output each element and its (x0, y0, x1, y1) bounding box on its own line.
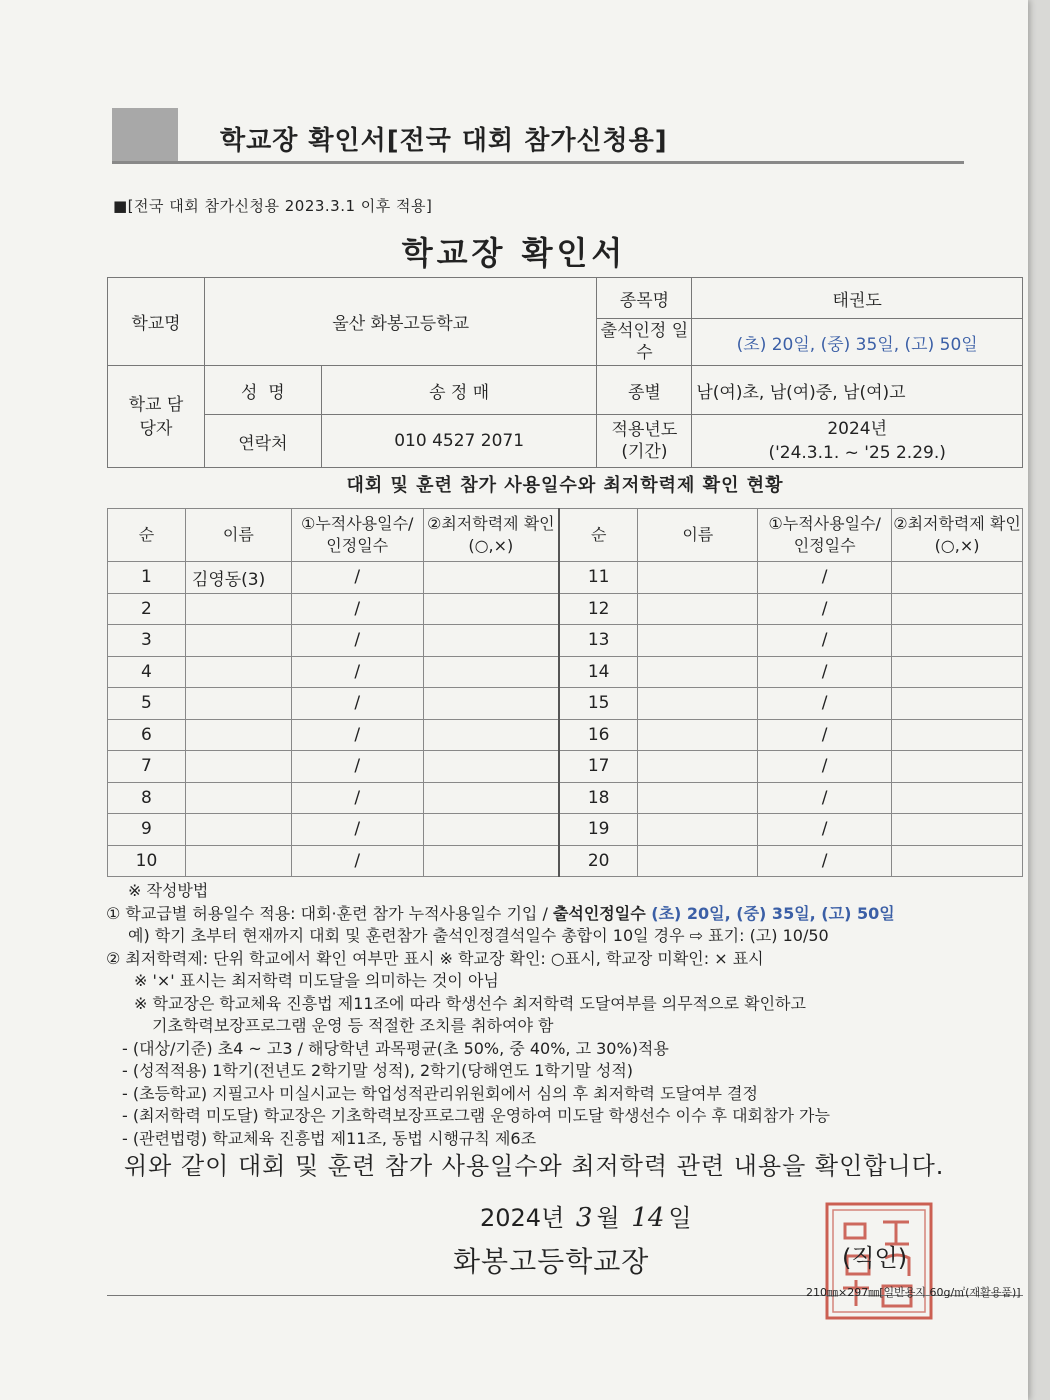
min-academic-check (423, 656, 559, 688)
col-header-no: 순 (108, 509, 186, 562)
sport-label: 종목명 (597, 278, 692, 319)
student-name (185, 814, 291, 846)
min-academic-check (423, 688, 559, 720)
table-row (108, 845, 1023, 877)
min-academic-check (423, 593, 559, 625)
days-used: / (291, 845, 423, 877)
days-used: / (758, 845, 892, 877)
min-academic-check (423, 751, 559, 783)
col-header-name: 이름 (638, 509, 758, 562)
min-academic-check (892, 719, 1023, 751)
method-line: 예) 학기 초부터 현재까지 대회 및 훈련참가 출석인정결석일수 총합이 10일 경우 ⇨ 표기: (고) 10/50 (128, 926, 829, 945)
days-used: / (758, 814, 892, 846)
days-used: / (291, 625, 423, 657)
method-line: ※ 학교장은 학교체육 진흥법 제11조에 따라 학생선수 최저학력 도달여부를 의무적으로 확인하고 (134, 993, 806, 1013)
row-number: 12 (559, 593, 638, 625)
min-academic-check (892, 782, 1023, 814)
days-used: / (758, 719, 892, 751)
col-header-days: ①누적사용일수/ 인정일수 (291, 509, 423, 562)
gender-value: 남(여)초, 남(여)중, 남(여)고 (692, 366, 1023, 415)
days-used: / (291, 593, 423, 625)
row-number: 18 (559, 782, 638, 814)
min-academic-check (892, 656, 1023, 688)
min-academic-check (892, 814, 1023, 846)
days-used: / (758, 562, 892, 594)
student-name (638, 625, 758, 657)
days-used: / (758, 625, 892, 657)
student-name (638, 656, 758, 688)
contact-value: 010 4527 2071 (321, 415, 597, 468)
days-used: / (758, 593, 892, 625)
gender-label: 종별 (597, 366, 692, 415)
application-notice: ■[전국 대회 참가신청용 2023.3.1 이후 적용] (113, 197, 433, 215)
student-name (638, 688, 758, 720)
period-value: ('24.3.1. ~ '25 2.29.) (768, 443, 946, 463)
table-row (108, 814, 1023, 846)
method-line: ② 최저학력제: 단위 학교에서 확인 여부만 표시 ※ 학교장 확인: ○표시, 학교장 미확인: × 표시 (106, 948, 764, 968)
year-label: 적용년도 (기간) (597, 415, 692, 468)
student-name (185, 688, 291, 720)
days-used: / (758, 688, 892, 720)
date-year: 2024년 (480, 1204, 565, 1232)
participation-table (107, 508, 1023, 877)
student-name (185, 656, 291, 688)
table-row (108, 562, 1023, 594)
attendance-value: (초) 20일, (중) 35일, (고) 50일 (692, 319, 1023, 366)
min-academic-check (423, 814, 559, 846)
method-line: ※ '×' 표시는 최저학력 미도달을 의미하는 것이 아님 (134, 971, 499, 990)
days-used: / (291, 814, 423, 846)
days-used: / (291, 562, 423, 594)
method-line: - (초등학교) 지필고사 미실시교는 학업성적관리위원회에서 심의 후 최저학력 도달여부 결정 (122, 1083, 758, 1103)
col-header-days: ①누적사용일수/ 인정일수 (758, 509, 892, 562)
min-academic-check (423, 719, 559, 751)
student-name (638, 562, 758, 594)
min-academic-check (423, 845, 559, 877)
student-name (185, 751, 291, 783)
page-title: 학교장 확인서 (401, 234, 627, 272)
days-used: / (758, 751, 892, 783)
days-used: / (758, 656, 892, 688)
col-header-check: ②최저학력제 확인(○,×) (423, 509, 559, 562)
section-title: 대회 및 훈련 참가 사용일수와 최저학력제 확인 현황 (107, 468, 1023, 509)
contact-label: 연락처 (204, 415, 321, 468)
row-number: 19 (559, 814, 638, 846)
row-number: 11 (559, 562, 638, 594)
min-academic-check (423, 782, 559, 814)
min-academic-check (892, 845, 1023, 877)
days-used: / (291, 719, 423, 751)
date-day-handwritten: 14 (631, 1203, 665, 1233)
table-row (108, 625, 1023, 657)
student-name (638, 814, 758, 846)
manager-label: 학교 담당자 (108, 366, 205, 468)
table-row (108, 688, 1023, 720)
days-used: / (758, 782, 892, 814)
header-grey-block (112, 108, 178, 164)
method-line: ① 학교급별 허용일수 적용: 대회·훈련 참가 누적사용일수 기입 / 출석인정일수 (초) 20일, (중) 35일, (고) 50일 (106, 903, 895, 923)
days-used: / (291, 751, 423, 783)
header-band-title: 학교장 확인서[전국 대회 참가신청용] (220, 126, 668, 156)
confirmation-statement: 위와 같이 대회 및 훈련 참가 사용일수와 최저학력 관련 내용을 확인합니다. (124, 1152, 945, 1180)
name-label: 성 명 (204, 366, 321, 415)
principal-title: 화봉고등학교장 (453, 1245, 650, 1278)
days-used: / (291, 782, 423, 814)
col-header-check: ②최저학력제 확인(○,×) (892, 509, 1023, 562)
row-number: 14 (559, 656, 638, 688)
school-value: 울산 화봉고등학교 (204, 278, 597, 366)
row-number: 1 (108, 562, 186, 594)
student-name (185, 593, 291, 625)
row-number: 8 (108, 782, 186, 814)
student-name (638, 751, 758, 783)
col-header-name: 이름 (185, 509, 291, 562)
student-name: 김영동(3) (185, 562, 291, 594)
method-heading: ※ 작성방법 (128, 881, 209, 900)
table-row (108, 719, 1023, 751)
student-name (185, 845, 291, 877)
sport-value: 태권도 (692, 278, 1023, 319)
student-name (185, 625, 291, 657)
school-label: 학교명 (108, 278, 205, 366)
date-month-handwritten: 3 (575, 1203, 593, 1233)
table-row (108, 593, 1023, 625)
year-value: 2024년 (827, 419, 888, 439)
min-academic-check (423, 562, 559, 594)
min-academic-check (892, 688, 1023, 720)
row-number: 9 (108, 814, 186, 846)
student-name (638, 845, 758, 877)
date-day-label: 일 (668, 1204, 692, 1232)
student-name (185, 719, 291, 751)
method-line: - (성적적용) 1학기(전년도 2학기말 성적), 2학기(당해연도 1학기말 성적) (122, 1061, 634, 1080)
participation-rows (108, 562, 1023, 877)
student-name (638, 719, 758, 751)
school-info-table (107, 277, 1023, 468)
row-number: 15 (559, 688, 638, 720)
days-used: / (291, 656, 423, 688)
writing-method (106, 880, 1006, 1150)
signature-date (480, 1198, 692, 1233)
row-number: 6 (108, 719, 186, 751)
method-line: - (최저학력 미도달) 학교장은 기초학력보장프로그램 운영하여 미도달 학생선수 이수 후 대회참가 가능 (122, 1106, 830, 1125)
method-line: 기초학력보장프로그램 운영 등 적절한 조치를 취하여야 함 (152, 1016, 554, 1035)
row-number: 20 (559, 845, 638, 877)
student-name (185, 782, 291, 814)
date-month-label: 월 (596, 1204, 620, 1232)
table-row (108, 751, 1023, 783)
header-band (112, 108, 964, 164)
min-academic-check (892, 751, 1023, 783)
method-line: - (대상/기준) 초4 ~ 고3 / 해당학년 과목평균(초 50%, 중 40%, 고 30%)적용 (122, 1038, 669, 1058)
row-number: 17 (559, 751, 638, 783)
student-name (638, 593, 758, 625)
min-academic-check (892, 593, 1023, 625)
paper-spec: 210㎜×297㎜[일반용지 60g/㎡(재활용품)] (806, 1286, 1021, 1299)
min-academic-check (892, 562, 1023, 594)
row-number: 2 (108, 593, 186, 625)
days-used: / (291, 688, 423, 720)
seal-label: (직인) (842, 1244, 908, 1272)
row-number: 4 (108, 656, 186, 688)
row-number: 16 (559, 719, 638, 751)
name-value: 송 정 매 (321, 366, 597, 415)
attendance-label: 출석인정 일수 (597, 319, 692, 366)
row-number: 10 (108, 845, 186, 877)
row-number: 5 (108, 688, 186, 720)
header-underline (112, 161, 964, 164)
row-number: 13 (559, 625, 638, 657)
student-name (638, 782, 758, 814)
col-header-no: 순 (559, 509, 638, 562)
year-cell (692, 415, 1023, 468)
row-number: 7 (108, 751, 186, 783)
method-line: - (관련법령) 학교체육 진흥법 제11조, 동법 시행규칙 제6조 (122, 1128, 537, 1148)
row-number: 3 (108, 625, 186, 657)
table-row (108, 782, 1023, 814)
table-row (108, 656, 1023, 688)
min-academic-check (423, 625, 559, 657)
min-academic-check (892, 625, 1023, 657)
